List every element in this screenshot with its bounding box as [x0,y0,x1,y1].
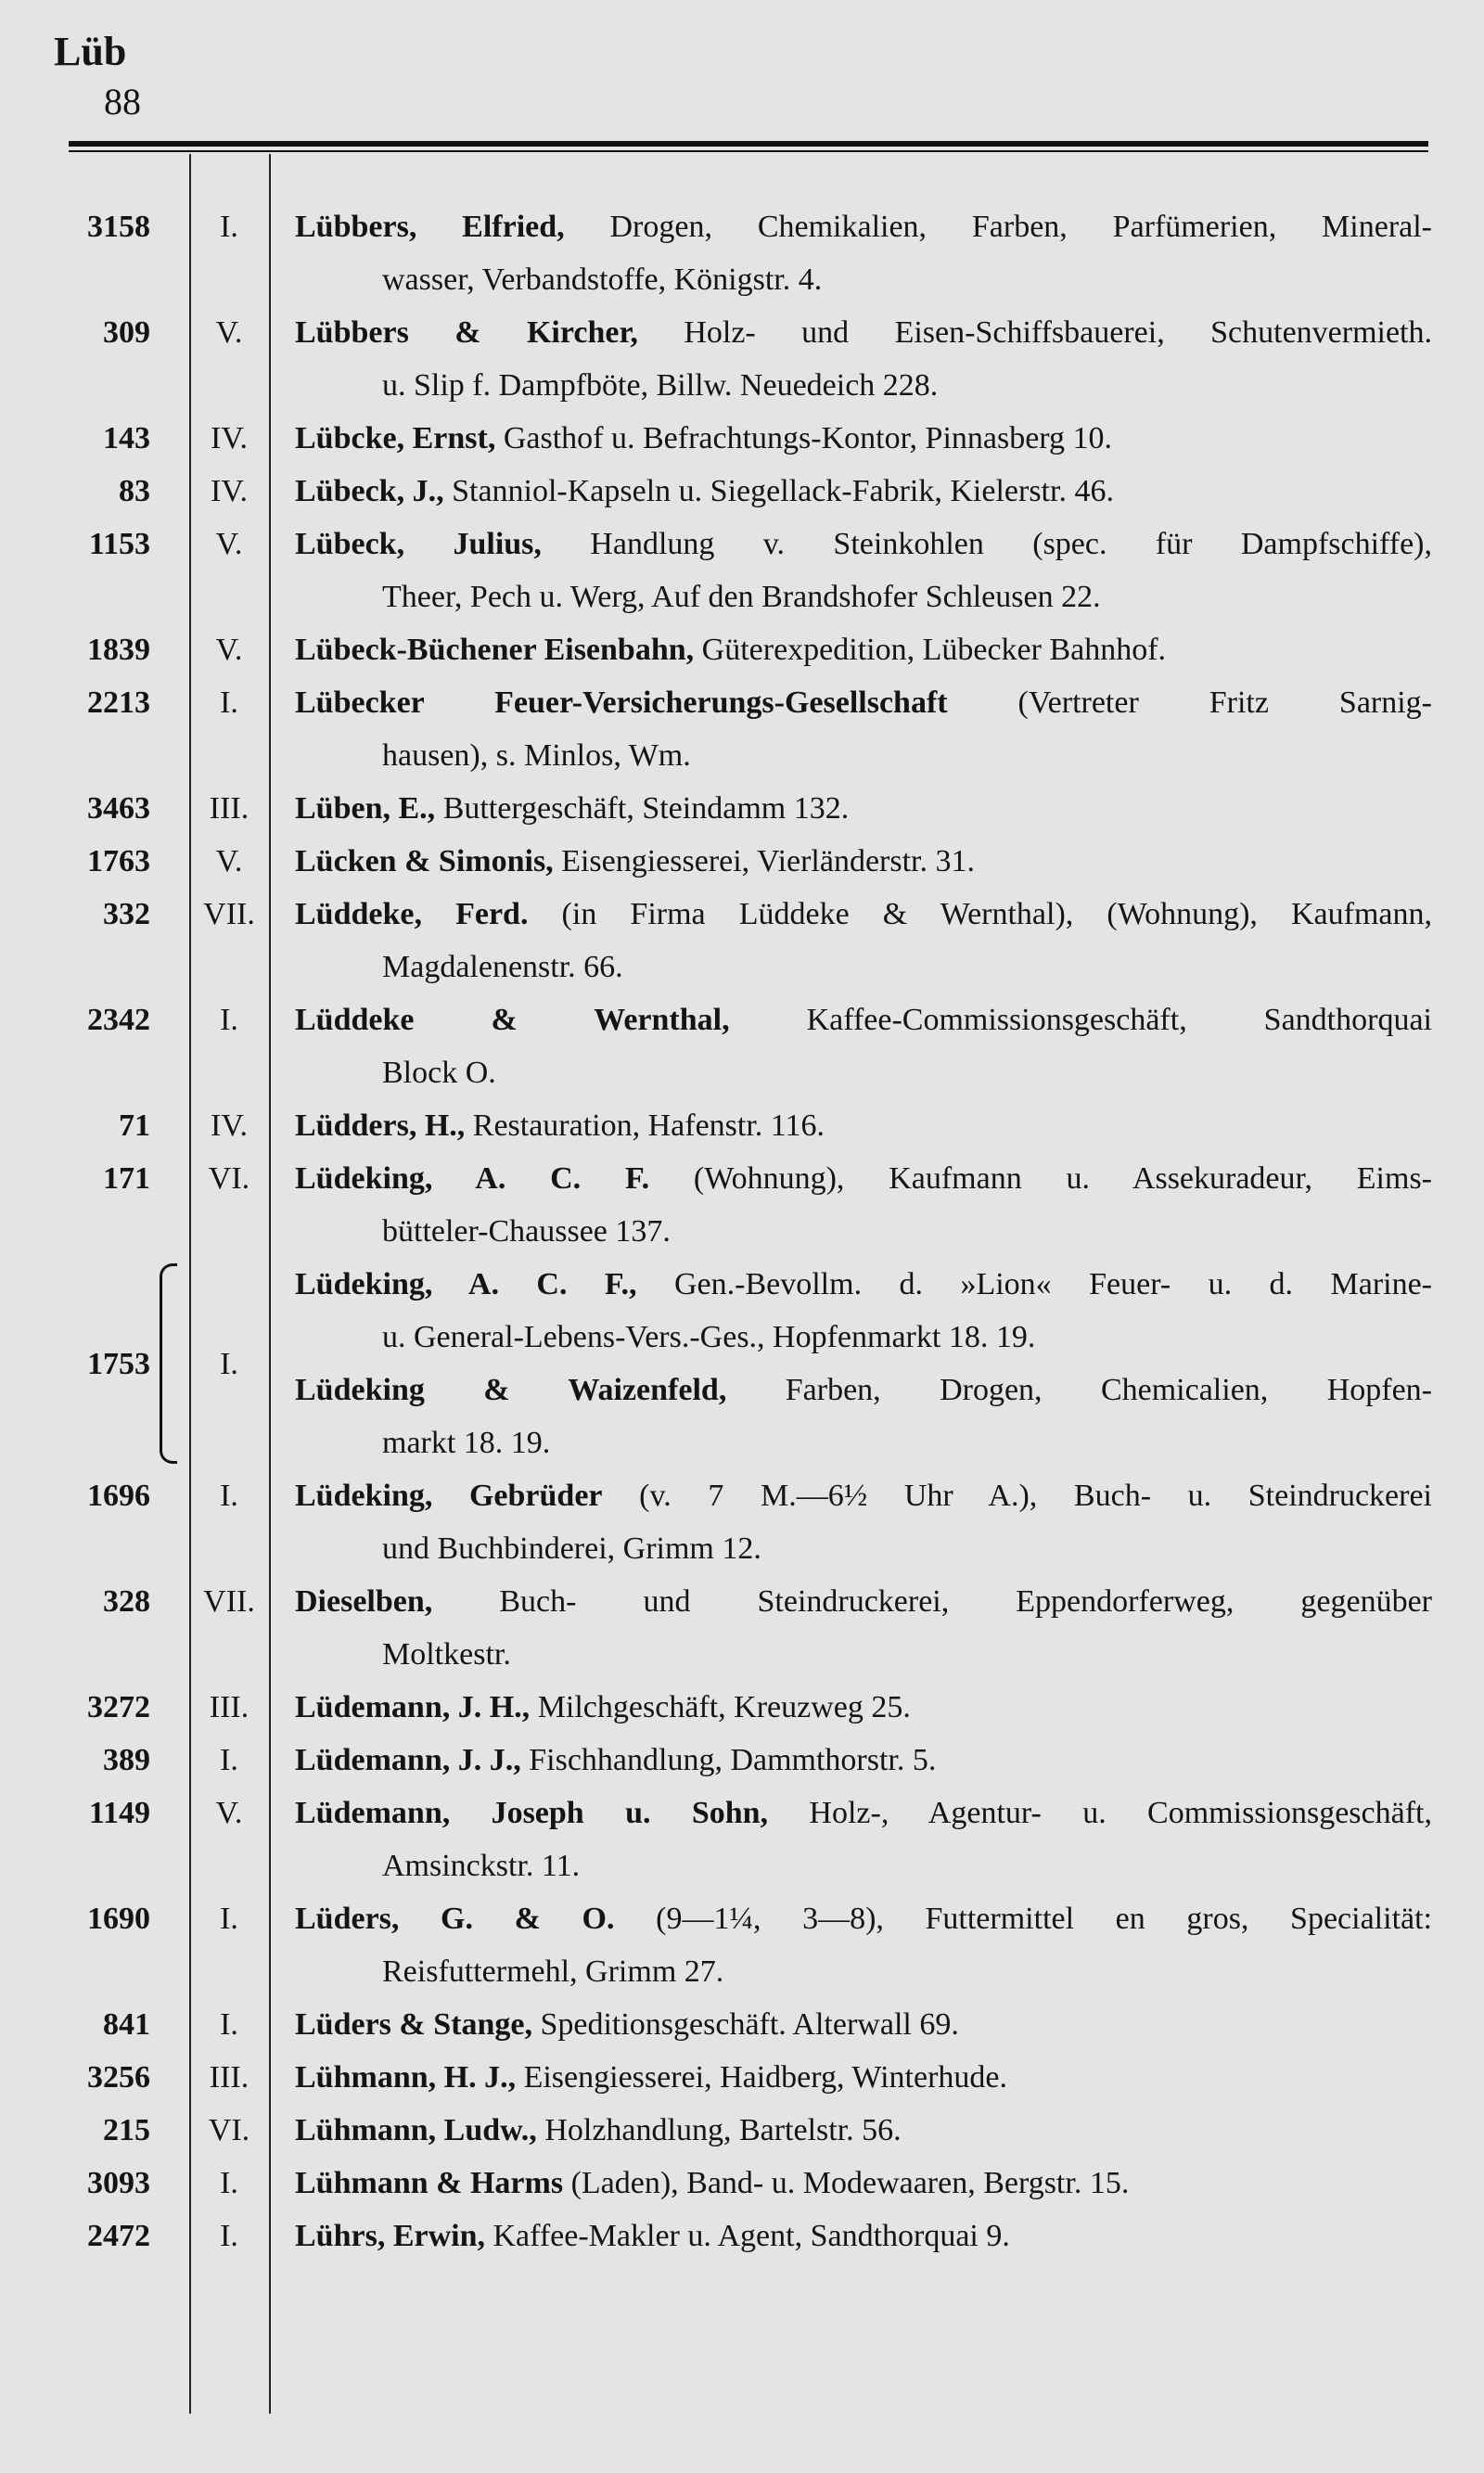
entry-line-1 [295,2051,1432,2104]
directory-entry [0,1998,1484,2051]
entry-line-1 [295,2157,1432,2210]
entry-name: Lübecker Feuer-Versicherungs-Gesellschaft [295,686,948,720]
entry-details: Fischhandlung, Dammthorstr. 5. [520,1743,937,1777]
entry-details: Holzhandlung, Bartelstr. 56. [536,2113,902,2147]
entry-details: Gasthof u. Befrachtungs-Kontor, Pinnasberg 10. [495,421,1113,455]
directory-entry [0,1469,1484,1575]
directory-entry [0,412,1484,465]
header-rule [69,141,1428,147]
district-class: V. [215,315,243,350]
entry-line-1 [295,1364,1432,1416]
entry-name: Lüdemann, J. J., [295,1743,521,1777]
phone-number: 1839 [87,633,150,667]
directory-entry [0,1099,1484,1152]
entry-continuation: Block O. [382,1056,496,1090]
entry-body [295,2210,1432,2262]
entry-details: Farben, Drogen, Chemicalien, Hopfen- [726,1373,1432,1407]
entry-line-1 [295,1152,1432,1205]
phone-number: 1149 [88,1796,150,1830]
entry-name: Lüders, G. & O. [295,1902,615,1936]
entry-details: Gen.-Bevollm. d. »Lion« Feuer- u. d. Marine- [636,1267,1432,1301]
phone-number: 309 [103,315,150,350]
entry-line-1 [295,1575,1432,1628]
entry-details: Güterexpedition, Lübecker Bahnhof. [694,633,1167,667]
entry-line-1 [295,835,1432,888]
entry-name: Lüdemann, J. H., [295,1690,531,1724]
entry-name: Lübcke, Ernst, [295,421,496,455]
entry-line-1 [295,412,1432,465]
entry-name: Lübbers, Elfried, [295,210,565,244]
phone-number: 3158 [87,210,150,244]
header-rule-thin [69,150,1428,152]
entry-line-1 [295,1258,1432,1311]
entry-name: Dieselben, [295,1584,433,1619]
entry-body [295,2051,1432,2104]
phone-number: 1753 [87,1347,150,1381]
directory-entry [0,1734,1484,1787]
entry-name: Lüdders, H., [295,1108,466,1143]
entry-line-1 [295,1681,1432,1734]
entry-details: Stanniol-Kapseln u. Siegellack-Fabrik, Kielerstr. 46. [443,474,1114,508]
phone-number: 2213 [87,686,150,720]
entry-continuation: u. Slip f. Dampfböte, Billw. Neuedeich 228. [382,368,939,403]
directory-entry [0,465,1484,518]
entry-line-1 [295,2104,1432,2157]
entry-details: (Laden), Band- u. Modewaaren, Bergstr. 15. [563,2166,1130,2200]
directory-entry [0,2210,1484,2262]
entry-body [295,2104,1432,2157]
entry-name: Lüdeking, Gebrüder [295,1479,603,1513]
district-class: V. [215,1796,243,1830]
entry-body [295,1787,1432,1892]
entry-body [295,1364,1432,1469]
entry-name: Lüdemann, Joseph u. Sohn, [295,1796,769,1830]
entry-line-1 [295,518,1432,570]
directory-entry [0,2157,1484,2210]
page-number: 88 [104,81,141,122]
entry-body [295,1099,1432,1152]
phone-number: 83 [119,474,150,508]
entry-details: Buch- und Steindruckerei, Eppendorferweg, gegenüber [432,1584,1432,1619]
district-class: VI. [208,2113,250,2147]
entry-details: (Vertreter Fritz Sarnig- [947,686,1432,720]
entry-body [295,1469,1432,1575]
entry-continuation: hausen), s. Minlos, Wm. [382,738,691,773]
entry-line-1 [295,2210,1432,2262]
entry-body [295,518,1432,623]
phone-number: 143 [103,421,150,455]
entry-list [0,200,1484,2262]
entry-line-1 [295,1099,1432,1152]
entry-body [295,465,1432,518]
phone-number: 215 [103,2113,150,2147]
entry-line-1 [295,1787,1432,1839]
directory-entry [0,993,1484,1099]
directory-entry [0,676,1484,782]
directory-entry [0,782,1484,835]
entry-details: (9—1¼, 3—8), Futtermittel en gros, Specialität: [614,1902,1433,1936]
phone-number: 328 [103,1584,150,1619]
entry-details: Drogen, Chemikalien, Farben, Parfümerien, Mineral- [564,210,1432,244]
entry-name: Lüddeke, Ferd. [295,897,529,931]
entry-details: Buttergeschäft, Steindamm 132. [435,791,850,826]
entry-body [295,782,1432,835]
entry-line-1 [295,1892,1432,1945]
entry-details: Kaffee-Commissionsgeschäft, Sandthorquai [729,1003,1432,1037]
directory-entry [0,2051,1484,2104]
directory-entry [0,306,1484,412]
entry-continuation: Moltkestr. [382,1637,511,1672]
entry-details: (in Firma Lüddeke & Wernthal), (Wohnung), Kaufmann, [528,897,1432,931]
district-class: I. [220,1003,238,1037]
entry-line-1 [295,1734,1432,1787]
entry-details: Milchgeschäft, Kreuzweg 25. [530,1690,911,1724]
phone-number: 71 [119,1108,150,1143]
braced-entry-group [0,1258,1484,1469]
district-class: V. [215,844,243,878]
entry-line-1 [295,782,1432,835]
entry-details: Kaffee-Makler u. Agent, Sandthorquai 9. [485,2219,1010,2253]
entry-name: Lühmann, H. J., [295,2060,517,2095]
phone-number: 1696 [87,1479,150,1513]
entry-body [295,1575,1432,1681]
district-class: VI. [208,1161,250,1196]
entry-line-1 [295,1469,1432,1522]
entry-continuation: u. General-Lebens-Vers.-Ges., Hopfenmarkt 18. 19. [382,1320,1036,1354]
directory-entry [0,2104,1484,2157]
district-class: I. [220,210,238,244]
directory-entry [0,1787,1484,1892]
entry-continuation: Amsinckstr. 11. [382,1849,581,1883]
directory-entry [0,835,1484,888]
phone-number: 332 [103,897,150,931]
entry-name: Lübeck, J., [295,474,444,508]
phone-number: 171 [103,1161,150,1196]
entry-details: Holz-, Agentur- u. Commissionsgeschäft, [768,1796,1432,1830]
entry-details: (v. 7 M.—6½ Uhr A.), Buch- u. Steindruckerei [602,1479,1433,1513]
district-class: I. [220,1902,238,1936]
entry-body [295,1258,1432,1364]
district-class: IV. [211,474,248,508]
entry-body [295,306,1432,412]
entry-line-1 [295,1998,1432,2051]
entry-body [295,1734,1432,1787]
entry-continuation: Reisfuttermehl, Grimm 27. [382,1954,724,1989]
entry-continuation: wasser, Verbandstoffe, Königstr. 4. [382,263,823,297]
entry-name: Lücken & Simonis, [295,844,554,878]
entry-details: Eisengiesserei, Haidberg, Winterhude. [516,2060,1007,2095]
entry-line-1 [295,200,1432,253]
phone-number: 3256 [87,2060,150,2095]
district-class: III. [209,2060,249,2095]
entry-continuation: markt 18. 19. [382,1426,551,1460]
phone-number: 1153 [88,527,150,561]
entry-name: Lüddeke & Wernthal, [295,1003,730,1037]
entry-details: Speditionsgeschäft. Alterwall 69. [531,2007,959,2042]
directory-entry [0,1681,1484,1734]
district-class: III. [209,1690,249,1724]
entry-body [295,835,1432,888]
entry-name: Lüdeking, A. C. F. [295,1161,650,1196]
district-class: I. [220,1479,238,1513]
entry-line-1 [295,676,1432,729]
district-class: VII. [203,897,255,931]
entry-details: Eisengiesserei, Vierländerstr. 31. [553,844,976,878]
running-head-word: Lüb [54,29,127,74]
directory-entry [0,888,1484,993]
district-class: V. [215,633,243,667]
phone-number: 3093 [87,2166,150,2200]
phone-number: 3463 [87,791,150,826]
entry-body [295,1998,1432,2051]
district-class: IV. [211,421,248,455]
entry-line-1 [295,465,1432,518]
entry-name: Lührs, Erwin, [295,2219,485,2253]
entry-details: (Wohnung), Kaufmann u. Assekuradeur, Eims- [649,1161,1432,1196]
district-class: I. [220,1347,238,1381]
entry-continuation: Magdalenenstr. 66. [382,950,623,984]
entry-body [295,888,1432,993]
directory-entry [0,200,1484,306]
phone-number: 2342 [87,1003,150,1037]
entry-details: Handlung v. Steinkohlen (spec. für Dampfschiffe), [541,527,1433,561]
directory-entry [0,1152,1484,1258]
district-class: IV. [211,1108,248,1143]
phone-number: 389 [103,1743,150,1777]
entry-name: Lübeck, Julius, [295,527,542,561]
entry-body [295,1152,1432,1258]
entry-continuation: bütteler-Chaussee 137. [382,1214,671,1249]
district-class: I. [220,686,238,720]
entry-body [295,200,1432,306]
entry-body [295,993,1432,1099]
district-class: III. [209,791,249,826]
entry-details: Holz- und Eisen-Schiffsbauerei, Schutenvermieth. [637,315,1433,350]
entry-line-1 [295,993,1432,1046]
entry-body [295,412,1432,465]
entry-name: Lüders & Stange, [295,2007,532,2042]
district-class: V. [215,527,243,561]
entry-body [295,2157,1432,2210]
phone-number: 1763 [87,844,150,878]
phone-number: 3272 [87,1690,150,1724]
entry-name: Lüdeking & Waizenfeld, [295,1373,727,1407]
entry-line-1 [295,888,1432,941]
entry-name: Lüben, E., [295,791,436,826]
phone-number: 841 [103,2007,150,2042]
entry-line-1 [295,623,1432,676]
entry-body [295,1892,1432,1998]
entry-continuation: Theer, Pech u. Werg, Auf den Brandshofer Schleusen 22. [382,580,1101,614]
entry-continuation: und Buchbinderei, Grimm 12. [382,1531,761,1566]
directory-entry [0,518,1484,623]
phone-number: 1690 [87,1902,150,1936]
entry-line-1 [295,306,1432,359]
entry-details: Restauration, Hafenstr. 116. [465,1108,825,1143]
entry-name: Lübbers & Kircher, [295,315,638,350]
entry-name: Lühmann, Ludw., [295,2113,537,2147]
district-class: I. [220,1743,238,1777]
entry-body [295,1681,1432,1734]
entry-name: Lühmann & Harms [295,2166,564,2200]
entry-name: Lübeck-Büchener Eisenbahn, [295,633,695,667]
directory-entry [0,623,1484,676]
district-class: VII. [203,1584,255,1619]
entry-body [295,623,1432,676]
phone-number: 2472 [87,2219,150,2253]
entry-body [295,676,1432,782]
brace-mark [160,1263,177,1464]
district-class: I. [220,2166,238,2200]
district-class: I. [220,2219,238,2253]
entry-name: Lüdeking, A. C. F., [295,1267,637,1301]
district-class: I. [220,2007,238,2042]
directory-entry [0,1575,1484,1681]
directory-entry [0,1892,1484,1998]
